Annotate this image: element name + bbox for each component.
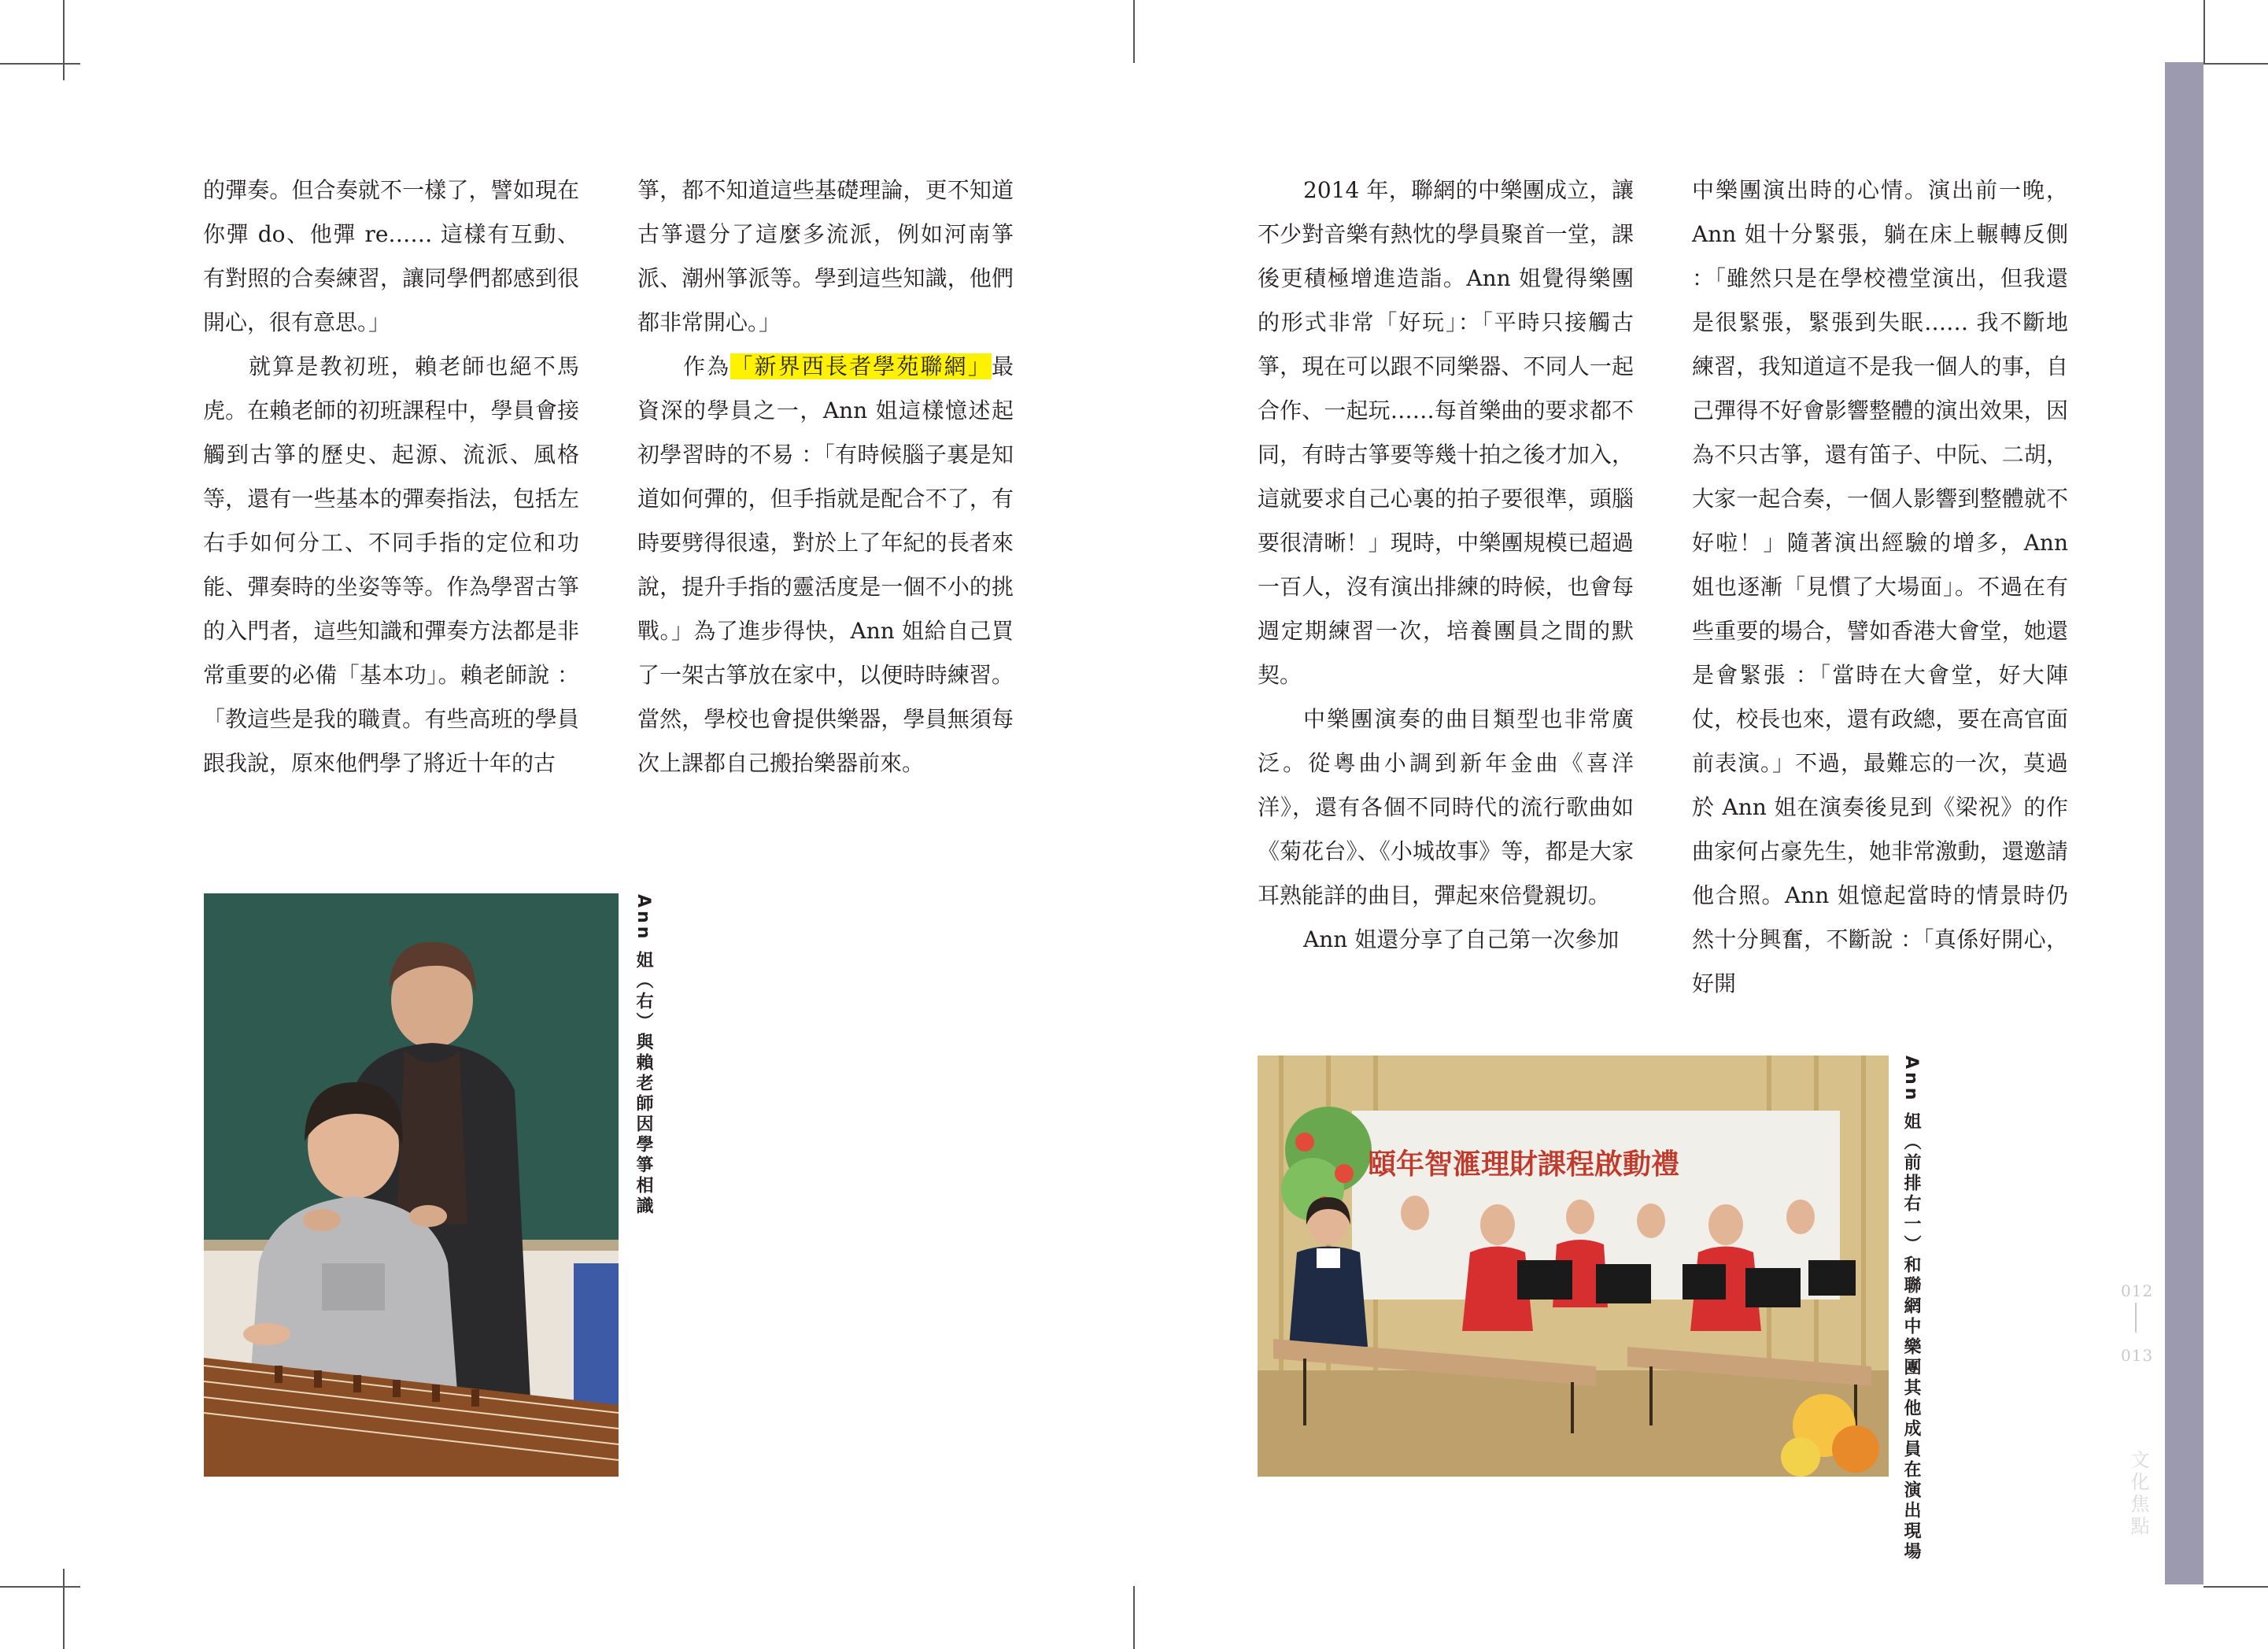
photo-teacher-student xyxy=(204,893,619,1477)
paragraph: 2014 年，聯網的中樂團成立，讓不少對音樂有熱忱的學員聚首一堂，課後更積極增進造詣。Ann 姐覺得樂團的形式非常「好玩」：「平時只接觸古箏，現在可以跟不同樂器、不同人一起合作、一起玩……每首樂曲的要求都不同，有時古箏要等幾十拍之後才加入，這就要求自己心裏的拍子要很準，頭腦要很清晰！」現時，中樂團規模已超過一百人，沒有演出排練的時候，也會每週定期練習一次，培養團員之間的默契。 xyxy=(1258,177,1634,688)
section-sidebar xyxy=(2165,62,2203,1584)
paragraph: 就算是教初班，賴老師也絕不馬虎。在賴老師的初班課程中，學員會接觸到古箏的歷史、起源、流派、風格等，還有一些基本的彈奏指法，包括左右手如何分工、不同手指的定位和功能、彈奏時的坐姿等等。作為學習古箏的入門者，這些知識和彈奏方法都是非常重要的必備「基本功」。賴老師說 ：「教這些是我的職責。有些高班的學員跟我說，原來他們學了將近十年的古 xyxy=(203,353,579,776)
crop-mark xyxy=(2203,0,2205,63)
page-number-right: 013 xyxy=(2121,1346,2154,1365)
paragraph xyxy=(637,345,1014,786)
photo-caption: Ann 姐（前排右一）和聯網中樂團其他成員在演出現場 xyxy=(1901,1056,1921,1563)
crop-mark xyxy=(63,0,65,80)
page-number-divider xyxy=(2135,1303,2137,1333)
text-column-3 xyxy=(1258,168,1634,962)
banner-text: 頤年智滙理財課程啟動禮 xyxy=(1368,1148,1680,1181)
paragraph: 的彈奏。但合奏就不一樣了，譬如現在你彈 do、他彈 re…… 這樣有互動、有對照的合奏練習，讓同學們都感到很開心，很有意思。」 xyxy=(203,177,579,335)
paragraph: Ann 姐還分享了自己第一次參加 xyxy=(1303,926,1620,952)
crop-mark xyxy=(2203,63,2268,65)
paragraph: 中樂團演出時的心情。演出前一晚，Ann 姐十分緊張，躺在床上輾轉反側 ：「雖然只是在學校禮堂演出，但我還是很緊張，緊張到失眠…… 我不斷地練習，我知道這不是我一個人的事，自己彈得不好會影響整體的演出效果，因為不只古箏，還有笛子、中阮、二胡，大家一起合奏，一個人影響到整體就不好啦！」隨著演出經驗的增多，Ann 姐也逐漸「見慣了大場面」。不過在有些重要的場合，譬如香港大會堂，她還是會緊張 ：「當時在大會堂，好大陣仗，校長也來，還有政總，要在高官面前表演。」不過，最難忘的一次，莫過於 Ann 姐在演奏後見到《梁祝》的作曲家何占豪先生，她非常激動，還邀請他合照。Ann 姐憶起當時的情景時仍然十分興奮，不斷說 ：「真係好開心，好開 xyxy=(1692,177,2068,996)
text-span: 作為 xyxy=(683,353,731,379)
highlighted-org-name: 「新界西長者學苑聯網」 xyxy=(730,353,992,379)
crop-mark xyxy=(63,1569,65,1649)
crop-mark xyxy=(0,1586,80,1588)
crop-mark xyxy=(2203,1586,2268,1588)
photo-illustration xyxy=(204,893,619,1477)
photo-orchestra-performance xyxy=(1258,1056,1889,1477)
page-number-left: 012 xyxy=(2121,1281,2154,1300)
paragraph: 中樂團演奏的曲目類型也非常廣泛。從粵曲小調到新年金曲《喜洋洋》，還有各個不同時代的流行歌曲如《菊花台》、《小城故事》等，都是大家耳熟能詳的曲目，彈起來倍覺親切。 xyxy=(1258,706,1634,908)
paragraph: 箏，都不知道這些基礎理論，更不知道古箏還分了這麼多流派，例如河南箏派、潮州箏派等。學到這些知識，他們都非常開心。」 xyxy=(637,177,1014,335)
crop-mark xyxy=(1133,0,1135,63)
section-label: 文化焦點 xyxy=(2127,1450,2149,1538)
text-span: 最資深的學員之一，Ann 姐這樣憶述起初學習時的不易 ：「有時候腦子裏是知道如何彈的，但手指就是配合不了，有時要劈得很遠，對於上了年紀的長者來說，提升手指的靈活度是一個不小的挑戰。」為了進步得快，Ann 姐給自己買了一架古箏放在家中，以便時時練習。當然，學校也會提供樂器，學員無須每次上課都自己搬抬樂器前來。 xyxy=(637,353,1014,776)
photo-caption: Ann 姐（右）與賴老師因學箏相識 xyxy=(633,894,653,1218)
text-column-4 xyxy=(1692,168,2068,1006)
crop-mark xyxy=(0,63,80,65)
text-column-2 xyxy=(637,168,1014,786)
text-column-1 xyxy=(203,168,579,786)
crop-mark xyxy=(1133,1586,1135,1649)
photo-illustration xyxy=(1258,1056,1889,1477)
